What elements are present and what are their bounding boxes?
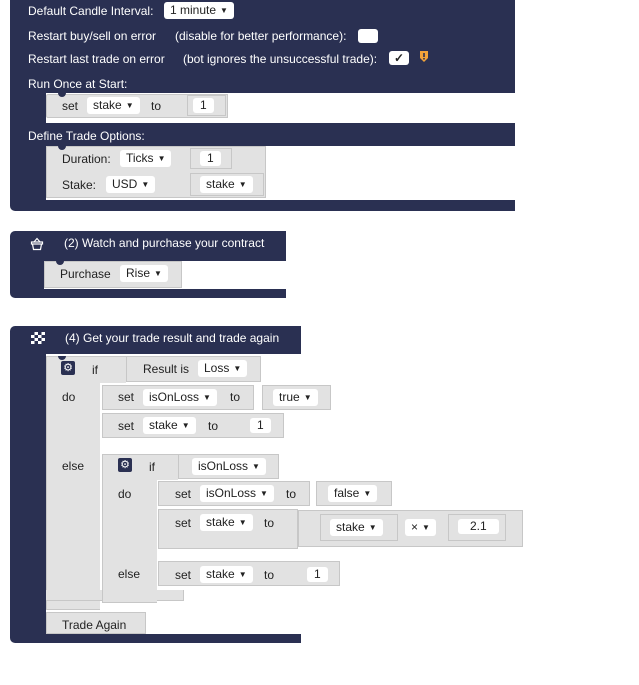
dropdown-caret-icon: ▼: [141, 180, 150, 189]
if-else-header: [46, 356, 126, 383]
stake-variable-dropdown[interactable]: stake ▼: [200, 176, 253, 193]
gear-icon[interactable]: ⚙: [61, 361, 75, 375]
candle-interval-label: Default Candle Interval:: [28, 4, 154, 18]
inner-if-header: [102, 454, 178, 480]
dropdown-caret-icon: ▼: [422, 523, 430, 532]
gear-icon[interactable]: ⚙: [118, 458, 132, 472]
candle-interval-dropdown[interactable]: 1 minute ▼: [164, 2, 234, 19]
if-keyword: if: [149, 460, 155, 474]
set-keyword: set: [175, 487, 192, 501]
to-keyword: to: [230, 390, 241, 404]
result-is-label: Result is: [143, 362, 190, 376]
basket-icon: [30, 237, 44, 251]
else-keyword: else: [62, 459, 85, 473]
else-keyword: else: [118, 567, 141, 581]
set4-variable-dropdown[interactable]: stake ▼: [200, 514, 253, 531]
restart-on-error-checkbox[interactable]: [358, 29, 378, 43]
run-once-value-input[interactable]: 1: [193, 98, 214, 113]
purchase-block-title: (2) Watch and purchase your contract: [64, 236, 265, 250]
duration-label: Duration:: [62, 152, 111, 166]
set4-operand-dropdown[interactable]: stake ▼: [330, 519, 383, 536]
dropdown-caret-icon: ▼: [238, 180, 247, 189]
to-keyword: to: [286, 487, 297, 501]
dropdown-caret-icon: ▼: [260, 489, 268, 498]
set2-value-input[interactable]: 1: [250, 418, 271, 433]
do-keyword: do: [62, 390, 76, 404]
dropdown-caret-icon: ▼: [233, 364, 242, 373]
dropdown-caret-icon: ▼: [368, 523, 377, 532]
restart-last-trade-label: Restart last trade on error: [28, 52, 165, 66]
purchase-type-dropdown[interactable]: Rise ▼: [120, 265, 168, 282]
set2-variable-dropdown[interactable]: stake ▼: [143, 417, 196, 434]
set4-operator-dropdown[interactable]: × ▼: [405, 519, 436, 536]
purchase-label: Purchase: [60, 267, 111, 281]
restart-last-trade-hint: (bot ignores the unsuccessful trade):: [183, 52, 378, 66]
duration-unit-dropdown[interactable]: Ticks ▼: [120, 150, 171, 167]
if-keyword: if: [92, 363, 98, 377]
stake-currency-dropdown[interactable]: USD ▼: [106, 176, 155, 193]
stake-label: Stake:: [62, 178, 97, 192]
to-keyword: to: [151, 99, 162, 113]
dropdown-caret-icon: ▼: [303, 393, 312, 402]
to-keyword: to: [208, 419, 219, 433]
set-keyword: set: [118, 390, 135, 404]
restart-on-error-label: Restart buy/sell on error: [28, 29, 157, 43]
dropdown-caret-icon: ▼: [238, 570, 247, 579]
set3-value-dropdown[interactable]: false ▼: [328, 485, 377, 502]
dropdown-caret-icon: ▼: [363, 489, 372, 498]
set3-variable-dropdown[interactable]: isOnLoss ▼: [200, 485, 274, 502]
dropdown-caret-icon: ▼: [252, 462, 260, 471]
trade-again-label: Trade Again: [62, 618, 127, 632]
to-keyword: to: [264, 568, 275, 582]
set-keyword: set: [175, 568, 192, 582]
set1-value-dropdown[interactable]: true ▼: [273, 389, 318, 406]
warning-icon[interactable]: [419, 51, 429, 63]
define-trade-options-label: Define Trade Options:: [28, 129, 145, 143]
checkered-flag-icon: [30, 331, 46, 345]
dropdown-caret-icon: ▼: [157, 154, 166, 163]
set-keyword: set: [175, 516, 192, 530]
set-keyword: set: [118, 419, 135, 433]
result-value-dropdown[interactable]: Loss ▼: [198, 360, 247, 377]
dropdown-caret-icon: ▼: [181, 421, 190, 430]
dropdown-caret-icon: ▼: [154, 269, 162, 278]
result-block-title: (4) Get your trade result and trade again: [65, 331, 280, 345]
set4-factor-input[interactable]: 2.1: [458, 519, 499, 534]
restart-last-trade-checkbox[interactable]: ✓: [389, 51, 409, 65]
dropdown-caret-icon: ▼: [125, 101, 134, 110]
dropdown-caret-icon: ▼: [203, 393, 211, 402]
run-once-label: Run Once at Start:: [28, 77, 128, 91]
set1-variable-dropdown[interactable]: isOnLoss ▼: [143, 389, 217, 406]
do-keyword: do: [118, 487, 132, 501]
run-once-variable-dropdown[interactable]: stake ▼: [87, 97, 140, 114]
inner-condition-dropdown[interactable]: isOnLoss ▼: [192, 458, 266, 475]
set-keyword: set: [62, 99, 79, 113]
duration-value-input[interactable]: 1: [200, 151, 221, 166]
dropdown-caret-icon: ▼: [220, 6, 228, 15]
restart-on-error-hint: (disable for better performance):: [175, 29, 347, 43]
set5-variable-dropdown[interactable]: stake ▼: [200, 566, 253, 583]
to-keyword: to: [264, 516, 275, 530]
set5-value-input[interactable]: 1: [307, 567, 328, 582]
dropdown-caret-icon: ▼: [238, 518, 247, 527]
